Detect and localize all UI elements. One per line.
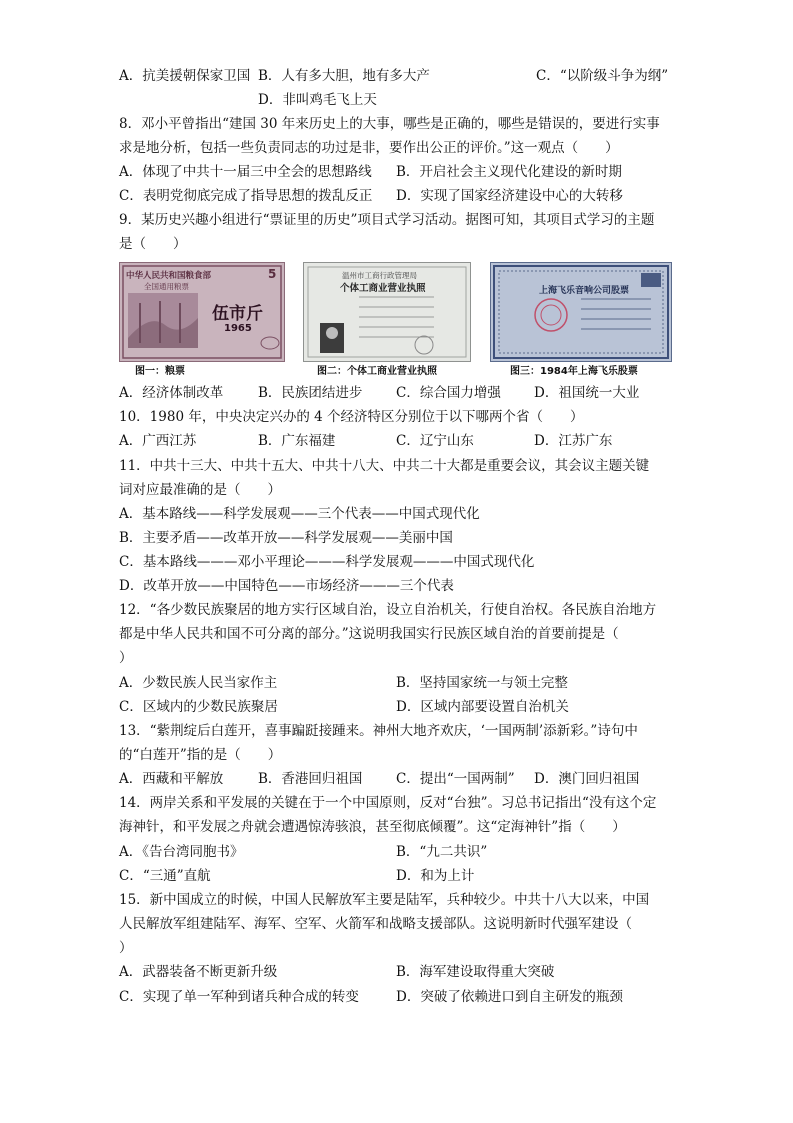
q12-stem-line1: 12．“各少数民族聚居的地方实行区域自治，设立自治机关，行使自治权。各民族自治地方 [119, 602, 657, 618]
q13-option-c: C．提出“一国两制” [396, 771, 515, 787]
q14-option-b: B．“九二共识” [396, 844, 488, 860]
q12-option-a: A．少数民族人民当家作主 [119, 675, 278, 691]
stock-title: 上海飞乐音响公司股票 [539, 286, 630, 296]
q14-option-a: A．《告台湾同胞书》 [119, 844, 244, 860]
q10-option-d: D．江苏广东 [534, 433, 613, 449]
q11-option-c: C．基本路线———邓小平理论———科学发展观———中国式现代化 [119, 554, 535, 570]
q10-option-b: B．广东福建 [258, 433, 336, 449]
q15-option-b: B．海军建设取得重大突破 [396, 964, 555, 980]
q9-option-b: B．民族团结进步 [258, 385, 363, 401]
q8-option-b: B．开启社会主义现代化建设的新时期 [396, 164, 622, 180]
q7-option-b: B．人有多大胆，地有多大产 [258, 68, 430, 84]
q10-stem: 10．1980 年，中央决定兴办的 4 个经济特区分别位于以下哪两个省（ ） [119, 409, 584, 425]
q8-option-c: C．表明党彻底完成了指导思想的拨乱反正 [119, 188, 373, 204]
q8-option-a: A．体现了中共十一届三中全会的思想路线 [119, 164, 372, 180]
q15-stem-line3: ） [119, 940, 133, 956]
figure-ration-coupon [119, 262, 285, 362]
q10-option-a: A．广西江苏 [119, 433, 197, 449]
q8-option-d: D．实现了国家经济建设中心的大转移 [396, 188, 623, 204]
q7-option-c: C．“以阶级斗争为纲” [536, 68, 669, 84]
coupon-header: 中华人民共和国粮食部 [126, 271, 212, 281]
q11-option-d: D．改革开放——中国特色——市场经济———三个代表 [119, 578, 454, 594]
q12-option-d: D．区域内部要设置自治机关 [396, 699, 569, 715]
q14-stem-line1: 14．两岸关系和平发展的关键在于一个中国原则，反对“台独”。习总书记指出“没有这个定 [119, 795, 657, 811]
q15-option-d: D．突破了依赖进口到自主研发的瓶颈 [396, 989, 623, 1005]
q11-stem-line2: 词对应最准确的是（ ） [119, 482, 281, 498]
q12-stem-line3: ） [119, 650, 133, 666]
coupon-year: 1965 [224, 323, 252, 334]
q7-option-d: D．非叫鸡毛飞上天 [258, 92, 377, 108]
q9-stem-line2: 是（ ） [119, 236, 187, 252]
q14-stem-line2: 海神针，和平发展之舟就会遭遇惊涛骇浪，甚至彻底倾覆”。这“定海神针”指（ ） [119, 819, 626, 835]
q7-option-a: A．抗美援朝保家卫国 [119, 68, 251, 84]
q9-option-a: A．经济体制改革 [119, 385, 224, 401]
q13-stem-line2: 的“白莲开”指的是（ ） [119, 747, 282, 763]
q13-option-d: D．澳门回归祖国 [534, 771, 640, 787]
q9-option-d: D．祖国统一大业 [534, 385, 640, 401]
q15-option-c: C．实现了单一军种到诸兵种合成的转变 [119, 989, 359, 1005]
figure1-caption: 图一：粮票 [135, 366, 185, 377]
license-title: 个体工商业营业执照 [340, 283, 426, 294]
q13-stem-line1: 13．“紫荆绽后白莲开，喜事蹁跹接踵来。神州大地齐欢庆，‘一国两制’添新彩。”诗句中 [119, 723, 638, 739]
figure2-caption: 图二：个体工商业营业执照 [317, 366, 437, 377]
stock-illustration [491, 263, 671, 361]
q9-stem-line1: 9．某历史兴趣小组进行“票证里的历史”项目式学习活动。据图可知，其项目式学习的主题 [119, 212, 655, 228]
q15-stem-line1: 15．新中国成立的时候，中国人民解放军主要是陆军，兵种较少。中共十八大以来，中国 [119, 892, 650, 908]
q12-stem-line2: 都是中华人民共和国不可分离的部分。”这说明我国实行民族区域自治的首要前提是（ [119, 626, 619, 642]
q15-stem-line2: 人民解放军组建陆军、海军、空军、火箭军和战略支援部队。这说明新时代强军建设（ [119, 916, 632, 932]
license-header: 温州市工商行政管理局 [342, 271, 417, 280]
q8-stem-line2: 求是地分析，包括一些负责同志的功过是非，要作出公正的评价。”这一观点（ ） [119, 140, 619, 156]
q12-option-b: B．坚持国家统一与领土完整 [396, 675, 568, 691]
q14-option-d: D．和为上计 [396, 868, 475, 884]
q11-stem-line1: 11．中共十三大、中共十五大、中共十八大、中共二十大都是重要会议，其会议主题关键 [119, 458, 650, 474]
q11-option-b: B．主要矛盾——改革开放——科学发展观——美丽中国 [119, 530, 453, 546]
q10-option-c: C．辽宁山东 [396, 433, 474, 449]
coupon-denomination: 5 [268, 267, 277, 281]
q13-option-a: A．西藏和平解放 [119, 771, 224, 787]
figure3-caption: 图三：1984年上海飞乐股票 [510, 366, 638, 377]
q8-stem-line1: 8．邓小平曾指出“建国 30 年来历史上的大事，哪些是正确的，哪些是错误的，要进行实事 [119, 116, 660, 132]
figure-business-license [303, 262, 471, 362]
q12-option-c: C．区域内的少数民族聚居 [119, 699, 278, 715]
coupon-subheader: 全国通用粮票 [144, 282, 189, 291]
q13-option-b: B．香港回归祖国 [258, 771, 363, 787]
q14-option-c: C．“三通”直航 [119, 868, 211, 884]
q9-option-c: C．综合国力增强 [396, 385, 501, 401]
q15-option-a: A．武器装备不断更新升级 [119, 964, 278, 980]
q11-option-a: A．基本路线——科学发展观——三个代表——中国式现代化 [119, 506, 480, 522]
coupon-amount: 伍市斤 [212, 304, 263, 324]
figure-stock-certificate [490, 262, 672, 362]
